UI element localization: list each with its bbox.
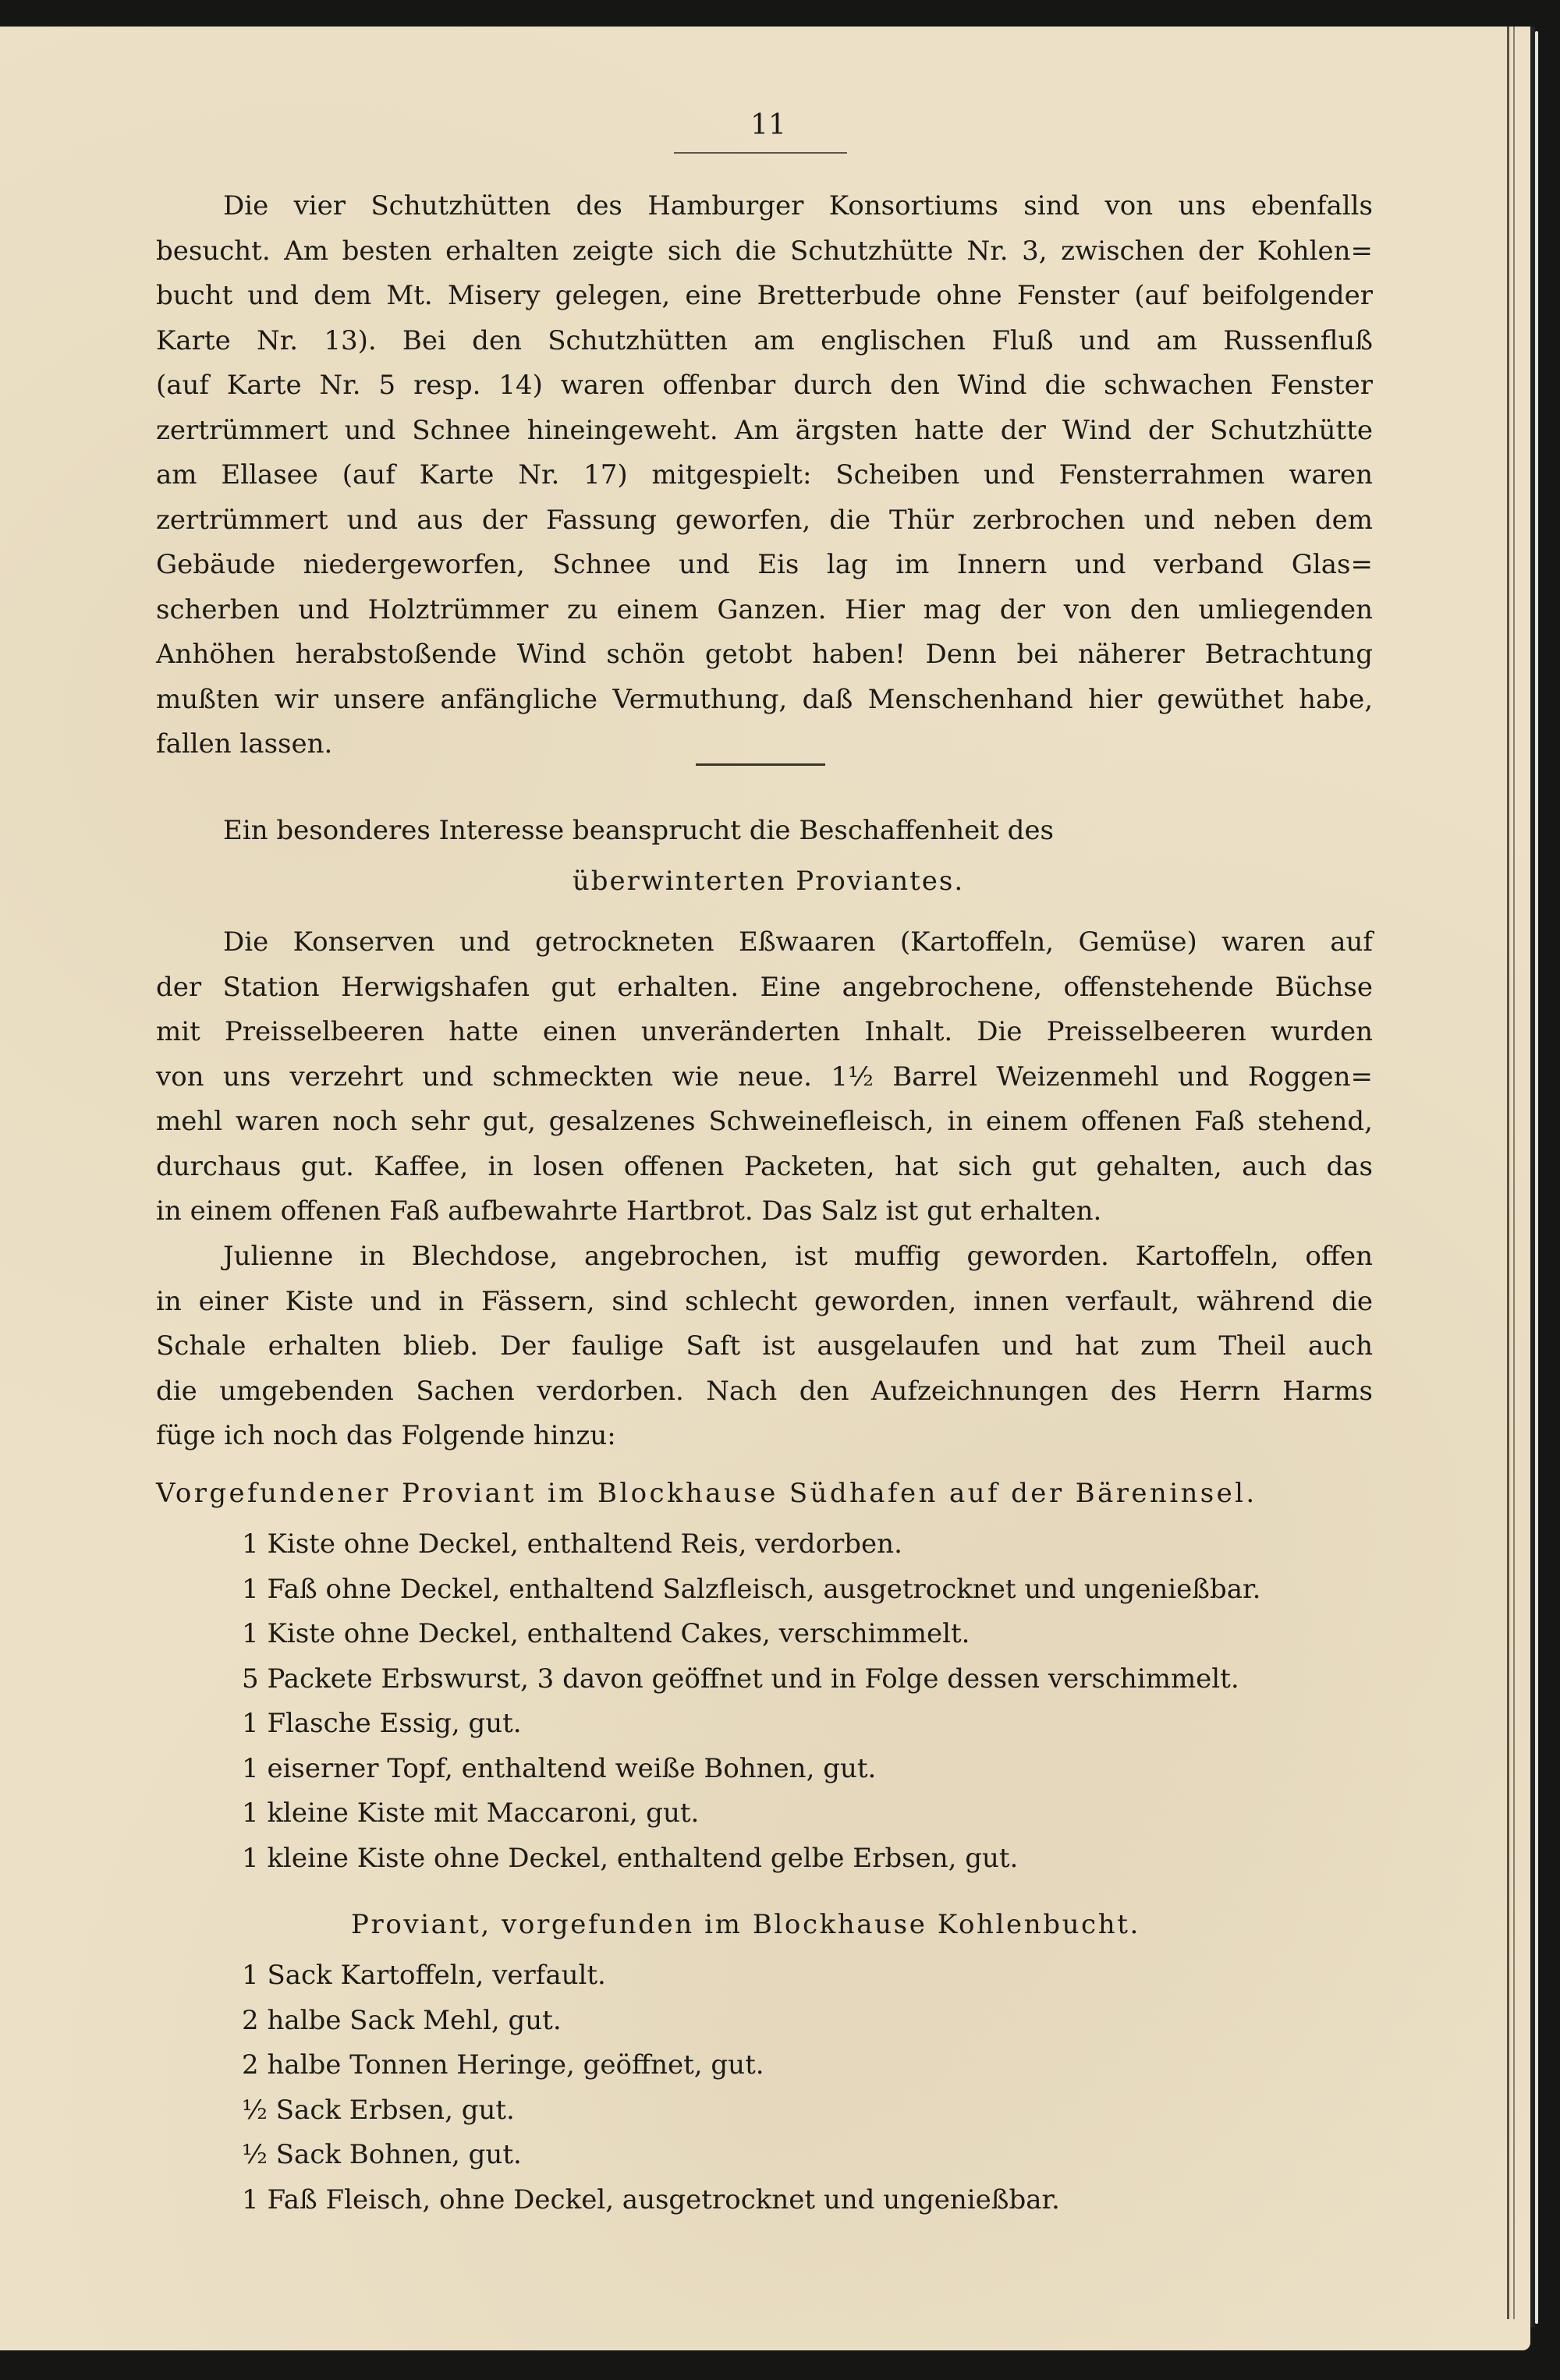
page-edge-highlight	[1535, 31, 1538, 2324]
list-title-suedhafen: Vorgefundener Proviant im Blockhause Südhafen auf der Bäreninsel.	[156, 1478, 1257, 1509]
text-line: Die vier Schutzhütten des Hamburger Konsortiums sind von uns ebenfalls	[223, 190, 1373, 221]
paragraph-spoiled	[156, 1234, 1373, 1459]
page-edge-line	[1507, 27, 1509, 2319]
text-line: Gebäude niedergeworfen, Schnee und Eis lag im Innern und verband Glas=	[156, 549, 1373, 580]
paragraph-provisions	[156, 920, 1373, 1234]
page-edge-line	[1513, 27, 1515, 2319]
text-line: Schale erhalten blieb. Der faulige Saft ist ausgelaufen und hat zum Theil auch	[156, 1330, 1373, 1362]
text-line: (auf Karte Nr. 5 resp. 14) waren offenbar durch den Wind die schwachen Fenster	[156, 370, 1373, 401]
list-title-kohlenbucht: Proviant, vorgefunden im Blockhause Kohlenbucht.	[351, 1909, 1140, 1940]
section-heading-line-2: überwinterten Proviantes.	[572, 866, 965, 897]
text-line: füge ich noch das Folgende hinzu:	[156, 1420, 616, 1451]
text-line: in einer Kiste und in Fässern, sind schlecht geworden, innen verfault, während die	[156, 1285, 1373, 1317]
section-heading-line-1: Ein besonderes Interesse beansprucht die Beschaffenheit des	[223, 815, 1054, 846]
text-line: am Ellasee (auf Karte Nr. 17) mitgespielt: Scheiben und Fensterrahmen waren	[156, 459, 1373, 491]
text-line: zertrümmert und Schnee hineingeweht. Am ärgsten hatte der Wind der Schutzhütte	[156, 414, 1373, 446]
list-item: 1 Kiste ohne Deckel, enthaltend Reis, verdorben.	[242, 1528, 902, 1560]
text-line: der Station Herwigshafen gut erhalten. Eine angebrochene, offenstehende Büchse	[156, 971, 1373, 1003]
list-item: 1 Faß Fleisch, ohne Deckel, ausgetrocknet und ungenießbar.	[242, 2183, 1060, 2215]
text-line: scherben und Holztrümmer zu einem Ganzen. Hier mag der von den umliegenden	[156, 593, 1373, 625]
list-item: 1 kleine Kiste ohne Deckel, enthaltend gelbe Erbsen, gut.	[242, 1842, 1019, 1874]
provision-list-kohlenbucht	[242, 1953, 1060, 2222]
list-item: 1 Sack Kartoffeln, verfault.	[242, 1960, 606, 1991]
text-line: mehl waren noch sehr gut, gesalzenes Schweinefleisch, in einem offenen Faß stehend,	[156, 1106, 1373, 1137]
list-item: 1 Kiste ohne Deckel, enthaltend Cakes, verschimmelt.	[242, 1618, 970, 1649]
text-line: besucht. Am besten erhalten zeigte sich die Schutzhütte Nr. 3, zwischen der Kohlen=	[156, 235, 1373, 267]
text-line: zertrümmert und aus der Fassung geworfen, die Thür zerbrochen und neben dem	[156, 504, 1373, 536]
text-line: bucht und dem Mt. Misery gelegen, eine Bretterbude ohne Fenster (auf beifolgender	[156, 280, 1373, 311]
text-line: mußten wir unsere anfängliche Vermuthung, daß Menschenhand hier gewüthet habe,	[156, 683, 1373, 715]
text-line: Anhöhen herabstoßende Wind schön getobt haben! Denn bei näherer Betrachtung	[156, 639, 1373, 670]
text-line: Julienne in Blechdose, angebrochen, ist muffig geworden. Kartoffeln, offen	[223, 1241, 1373, 1272]
section-divider	[696, 763, 825, 766]
text-line: fallen lassen.	[156, 728, 333, 760]
page-number-rule	[674, 152, 847, 154]
list-item: 1 Flasche Essig, gut.	[242, 1708, 522, 1739]
text-line: von uns verzehrt und schmeckten wie neue. 1½ Barrel Weizenmehl und Roggen=	[156, 1061, 1373, 1093]
text-line: die umgebenden Sachen verdorben. Nach den Aufzeichnungen des Herrn Harms	[156, 1375, 1373, 1407]
list-item: ½ Sack Bohnen, gut.	[242, 2139, 522, 2170]
provision-list-suedhafen	[242, 1522, 1260, 1881]
list-item: ½ Sack Erbsen, gut.	[242, 2094, 515, 2126]
page-number: 11	[750, 109, 786, 141]
list-item: 1 kleine Kiste mit Maccaroni, gut.	[242, 1797, 700, 1829]
list-item: 2 halbe Sack Mehl, gut.	[242, 2004, 562, 2036]
text-line: Die Konserven und getrockneten Eßwaaren (Kartoffeln, Gemüse) waren auf	[223, 926, 1373, 958]
list-item: 2 halbe Tonnen Heringe, geöffnet, gut.	[242, 2049, 764, 2081]
list-item: 1 eiserner Topf, enthaltend weiße Bohnen, gut.	[242, 1752, 877, 1784]
list-item: 5 Packete Erbswurst, 3 davon geöffnet und in Folge dessen verschimmelt.	[242, 1663, 1239, 1695]
text-line: mit Preisselbeeren hatte einen unveränderten Inhalt. Die Preisselbeeren wurden	[156, 1016, 1373, 1047]
text-line: durchaus gut. Kaffee, in losen offenen Packeten, hat sich gut gehalten, auch das	[156, 1150, 1373, 1182]
text-line: in einem offenen Faß aufbewahrte Hartbrot. Das Salz ist gut erhalten.	[156, 1195, 1102, 1227]
list-item: 1 Faß ohne Deckel, enthaltend Salzfleisch, ausgetrocknet und ungenießbar.	[242, 1573, 1261, 1605]
text-line: Karte Nr. 13). Bei den Schutzhütten am englischen Fluß und am Russenfluß	[156, 324, 1373, 356]
paragraph-shelters	[156, 184, 1373, 767]
